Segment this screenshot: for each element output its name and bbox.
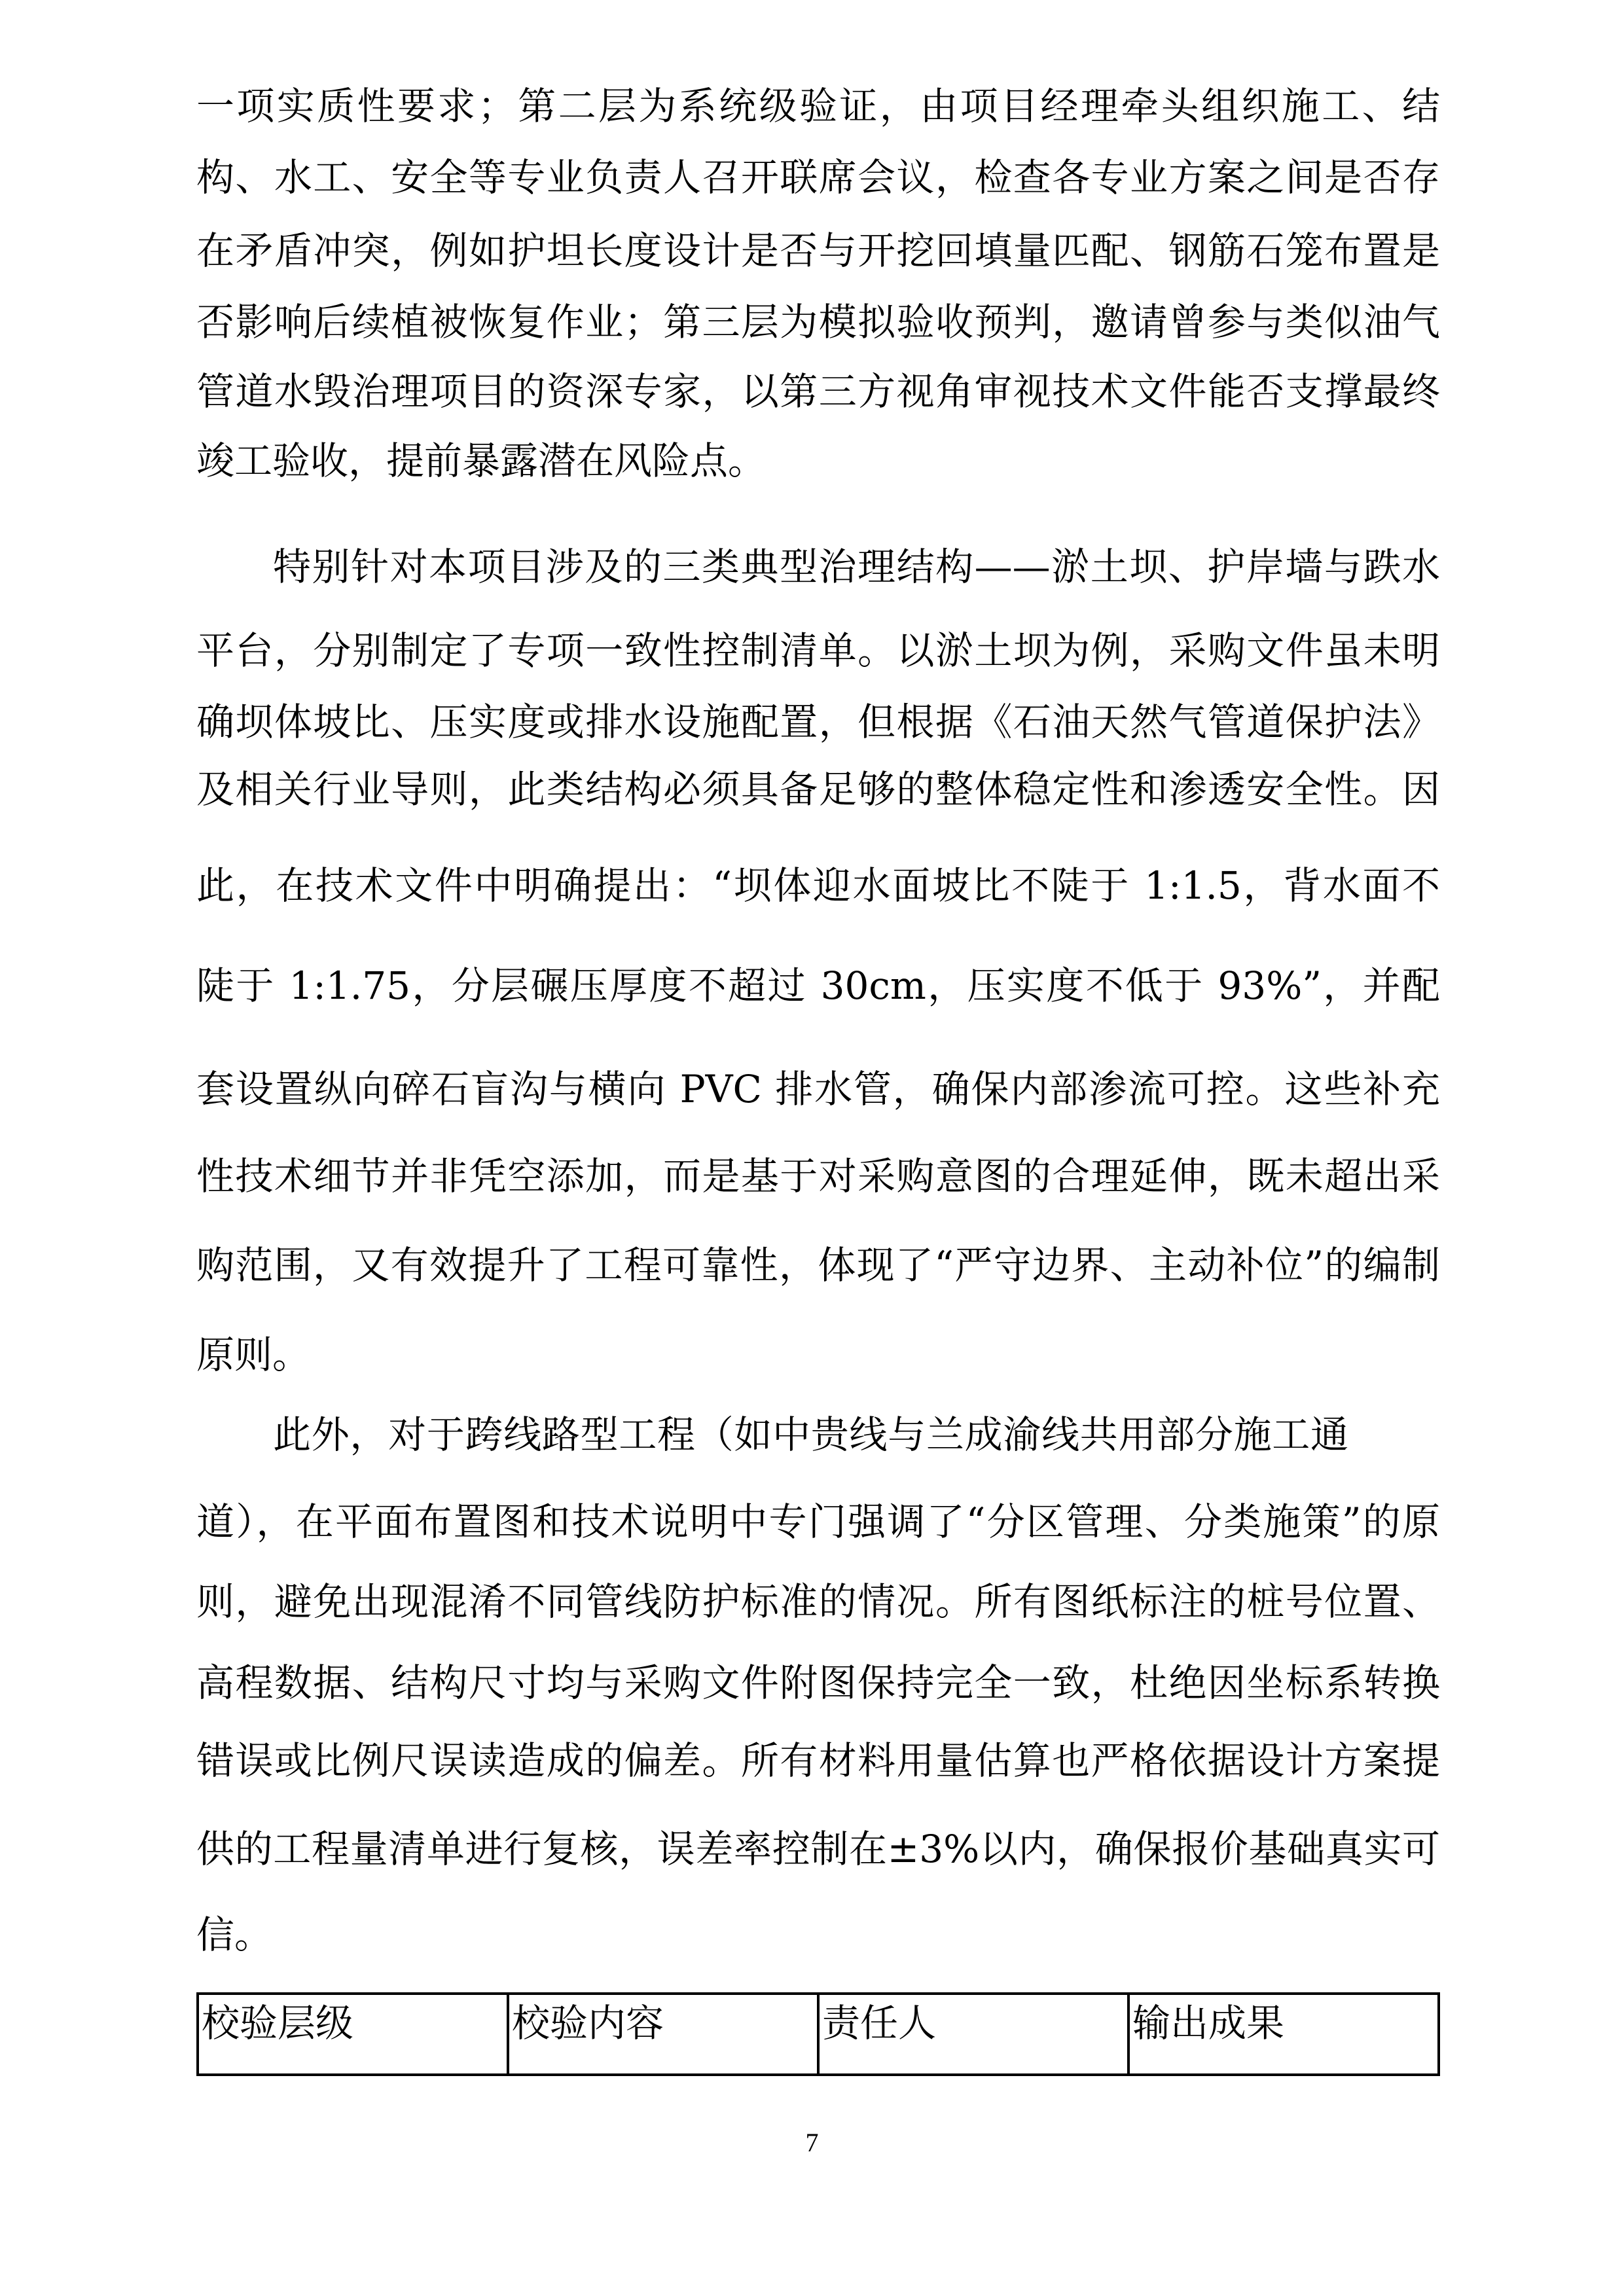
text-line: 特别针对本项目涉及的三类典型治理结构——淤土坝、护岸墙与跌水 xyxy=(273,545,1440,589)
text-line: 道），在平面布置图和技术说明中专门强调了“分区管理、分类施策”的原 xyxy=(196,1499,1440,1544)
text-line: 在矛盾冲突，例如护坦长度设计是否与开挖回填量匹配、钢筋石笼布置是 xyxy=(196,228,1440,273)
text-line: 管道水毁治理项目的资深专家，以第三方视角审视技术文件能否支撑最终 xyxy=(196,369,1440,414)
table-header-cell: 校验内容 xyxy=(508,1994,818,2075)
text-line: 否影响后续植被恢复作业；第三层为模拟验收预判，邀请曾参与类似油气 xyxy=(196,300,1440,344)
text-line: 高程数据、结构尺寸均与采购文件附图保持完全一致，杜绝因坐标系转换 xyxy=(196,1660,1440,1705)
text-line: 确坝体坡比、压实度或排水设施配置，但根据《石油天然气管道保护法》 xyxy=(196,700,1440,744)
verification-table xyxy=(196,1992,1440,2076)
text-line: 购范围，又有效提升了工程可靠性，体现了“严守边界、主动补位”的编制 xyxy=(196,1243,1440,1287)
text-line: 构、水工、安全等专业负责人召开联席会议，检查各专业方案之间是否存 xyxy=(196,155,1440,200)
text-line: 陡于 1:1.75，分层碾压厚度不超过 30cm，压实度不低于 93%”，并配 xyxy=(196,963,1440,1008)
page-number: 7 xyxy=(805,2128,819,2157)
text-line: 套设置纵向碎石盲沟与横向 PVC 排水管，确保内部渗流可控。这些补充 xyxy=(196,1067,1440,1111)
table-header-cell: 责任人 xyxy=(818,1994,1128,2075)
text-line: 平台，分别制定了专项一致性控制清单。以淤土坝为例，采购文件虽未明 xyxy=(196,628,1440,673)
table-header-cell: 校验层级 xyxy=(198,1994,508,2075)
table-header-cell: 输出成果 xyxy=(1128,1994,1439,2075)
text-line: 错误或比例尺误读造成的偏差。所有材料用量估算也严格依据设计方案提 xyxy=(196,1738,1440,1783)
text-line: 供的工程量清单进行复核，误差率控制在±3%以内，确保报价基础真实可 xyxy=(196,1827,1440,1871)
text-line: 此外，对于跨线路型工程（如中贵线与兰成渝线共用部分施工通 xyxy=(273,1412,1348,1457)
text-line: 竣工验收，提前暴露潜在风险点。 xyxy=(196,439,767,483)
text-line: 一项实质性要求；第二层为系统级验证，由项目经理牵头组织施工、结 xyxy=(196,84,1440,128)
text-line: 性技术细节并非凭空添加，而是基于对采购意图的合理延伸，既未超出采 xyxy=(196,1154,1440,1198)
table-header-row xyxy=(198,1994,1439,2075)
text-line: 则，避免出现混淆不同管线防护标准的情况。所有图纸标注的桩号位置、 xyxy=(196,1579,1440,1624)
text-line: 此，在技术文件中明确提出：“坝体迎水面坡比不陡于 1:1.5，背水面不 xyxy=(196,863,1440,908)
text-line: 信。 xyxy=(196,1912,273,1957)
text-line: 原则。 xyxy=(196,1333,311,1377)
text-line: 及相关行业导则，此类结构必须具备足够的整体稳定性和渗透安全性。因 xyxy=(196,767,1440,812)
